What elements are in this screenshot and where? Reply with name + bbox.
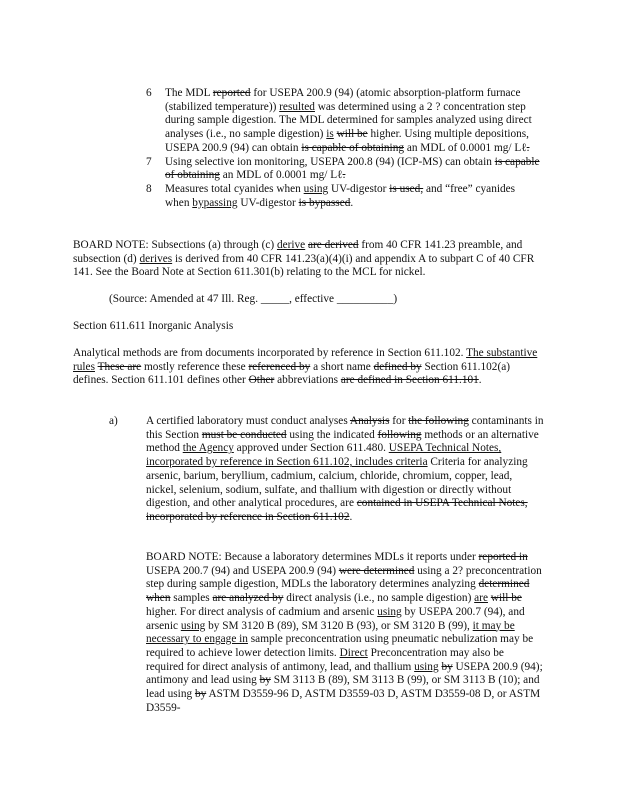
text-run: Measures total cyanides when [165, 182, 304, 195]
inserted-text: derive [276, 239, 306, 251]
deleted-text: . [342, 169, 346, 182]
subsection-a-label: a) [109, 415, 118, 427]
text-run: is derived from 40 CFR 141.23(a)(4)(i) and appendix A to subpart C of 40 CFR 141. See the Board Note at Section 611.301(b) relating to the MCL for nickel. [73, 252, 535, 279]
deleted-text: reported in [478, 551, 528, 563]
footnote-number: 7 [146, 155, 152, 168]
text-run: using a 2? preconcentration step during sample digestion, MDLs the laboratory determines analyzing [146, 564, 542, 591]
text-run: Analytical methods are from documents incorporated by reference in Section 611.102. [73, 347, 467, 359]
footnote-8 [146, 183, 542, 210]
inserted-text: using [180, 619, 206, 632]
inserted-text: using [414, 660, 439, 673]
text-run: Section 611.102(a) defines. Section 611.101 defines other [73, 360, 510, 387]
deleted-text: is capable of obtaining [165, 155, 540, 182]
text-run: . [478, 374, 482, 387]
inserted-text: are [474, 592, 488, 605]
text-run: Using selective ion monitoring, USEPA 200.8 (94) (ICP-MS) can obtain [165, 155, 495, 168]
deleted-text: . [526, 141, 530, 154]
inserted-text: using [303, 182, 329, 195]
text-run: abbreviations [274, 374, 341, 387]
footnote-7 [146, 156, 542, 183]
inserted-text: Direct [339, 646, 368, 659]
inserted-text: bypassing [192, 196, 238, 209]
deleted-text: These are [97, 360, 142, 373]
text-run: methods or an alternative method [146, 428, 539, 455]
footnote-6 [146, 87, 542, 156]
text-run: direct analysis (i.e., no sample digestion) [283, 592, 475, 605]
text-run: USEPA 200.7 (94) and USEPA 200.9 (94) [146, 564, 339, 577]
deleted-text: the following [408, 415, 469, 427]
inserted-text: derives [139, 252, 173, 265]
text-run: ASTM D3559-96 D, ASTM D3559-03 D, ASTM D3559-08 D, or ASTM D3559- [146, 688, 541, 714]
text-run: by USEPA 200.7 (94), and arsenic [146, 605, 525, 632]
text-run: for USEPA 200.9 (94) (atomic absorption-platform furnace (stabilized temperature)) [165, 87, 521, 113]
deleted-text: must be conducted [201, 428, 287, 441]
text-run: for [389, 415, 409, 427]
text-run: higher. Using multiple depositions, USEPA 200.9 (94) can obtain [165, 128, 529, 154]
text-run: sample preconcentration using pneumatic nebulization may be required to achieve lower detection limits. [146, 633, 534, 659]
text-run: UV-digestor [328, 182, 390, 195]
deleted-text: reported [212, 87, 251, 99]
text-run: USEPA 200.9 (94); antimony and lead using [146, 660, 543, 687]
text-run: an MDL of 0.0001 mg/ Lℓ [219, 169, 343, 182]
intro-paragraph [73, 347, 543, 388]
text-run: UV-digestor [237, 196, 299, 209]
text-run: an MDL of 0.0001 mg/ Lℓ [404, 141, 527, 154]
text-run: contaminants in this Section [146, 415, 544, 441]
text-run: from 40 CFR 141.23 preamble, and subsection (d) [73, 239, 523, 265]
board-note-subsections [73, 239, 543, 280]
deleted-text: were determined [338, 564, 415, 577]
deleted-text: are analyzed by [212, 592, 284, 605]
deleted-text: following [377, 428, 422, 441]
footnote-text [165, 156, 542, 183]
deleted-text: by [259, 674, 271, 687]
deleted-text: will be [490, 592, 522, 605]
text-run: Preconcentration may also be required for direct analysis of antimony, lead, and thallium [146, 646, 504, 673]
text-run: BOARD NOTE: Subsections (a) through (c) [73, 239, 277, 251]
text-run: and “free” cyanides when [165, 182, 516, 209]
footnote-number: 6 [146, 87, 152, 99]
footnote-text [165, 87, 542, 156]
inserted-text: using [377, 605, 402, 618]
text-run: mostly reference these [141, 360, 249, 373]
text-run: higher. For direct analysis of cadmium and arsenic [146, 605, 378, 618]
text-run: a short name [310, 360, 374, 373]
deleted-text: contained in USEPA Technical Notes, incorporated by reference in Section 611.102 [146, 497, 528, 523]
footnote-number: 8 [146, 182, 152, 195]
text-run: A certified laboratory must conduct analyses [146, 415, 350, 427]
section-heading: Section 611.611 Inorganic Analysis [73, 320, 234, 332]
text-run: using the indicated [286, 428, 378, 441]
footnote-list [146, 87, 542, 210]
deleted-text: are derived [308, 239, 359, 251]
deleted-text: is used, [389, 182, 424, 195]
inserted-text: USEPA Technical Notes, incorporated by reference in Section 611.102, includes criteria [146, 442, 502, 469]
text-run: SM 3113 B (89), SM 3113 B (99), or SM 3113 B (10); and lead using [146, 674, 540, 701]
inserted-text: the Agency [182, 442, 234, 455]
text-run: . [349, 510, 353, 523]
deleted-text: are defined in Section 611.101 [340, 374, 479, 387]
inserted-text: resulted [279, 100, 315, 113]
deleted-text: referenced by [248, 360, 311, 373]
deleted-text: Other [248, 374, 275, 387]
inserted-text: The substantive rules [73, 347, 538, 373]
text-run: samples [170, 592, 213, 605]
footnote-text [165, 183, 542, 210]
board-note-mdl [146, 551, 544, 715]
deleted-text: defined by [373, 360, 422, 373]
deleted-text: is bypassed [298, 196, 351, 209]
text-run: The MDL [165, 87, 213, 99]
inserted-text: is [326, 128, 334, 141]
text-run: BOARD NOTE: Because a laboratory determines MDLs it reports under [146, 551, 479, 563]
text-run: . [350, 196, 354, 209]
deleted-text: by [194, 688, 207, 701]
inserted-text: it may be necessary to engage in [146, 619, 515, 646]
deleted-text: by [441, 660, 453, 673]
text-run: was determined using a 2 ? concentration step during sample digestion. The MDL determined for samples analyzed using direct analyses (i.e., no sample digestion) [165, 100, 532, 141]
source-note: (Source: Amended at 47 Ill. Reg. _____, effective __________) [109, 293, 398, 305]
subsection-a-text [146, 415, 544, 525]
deleted-text: is capable of obtaining [301, 141, 404, 154]
deleted-text: Analysis [349, 415, 390, 427]
text-run: by SM 3120 B (89), SM 3120 B (93), or SM 3120 B (99), [205, 619, 473, 632]
text-run: approved under Section 611.480. [233, 442, 389, 455]
text-run: Criteria for analyzing arsenic, barium, beryllium, cadmium, calcium, chloride, chromium, copper, lead, nickel, selenium, sodium, sulfate, and thallium with digestion or directly without digestion, and other analytical procedures, are [146, 456, 528, 510]
deleted-text: will be [336, 128, 368, 141]
deleted-text: determined when [146, 578, 530, 605]
